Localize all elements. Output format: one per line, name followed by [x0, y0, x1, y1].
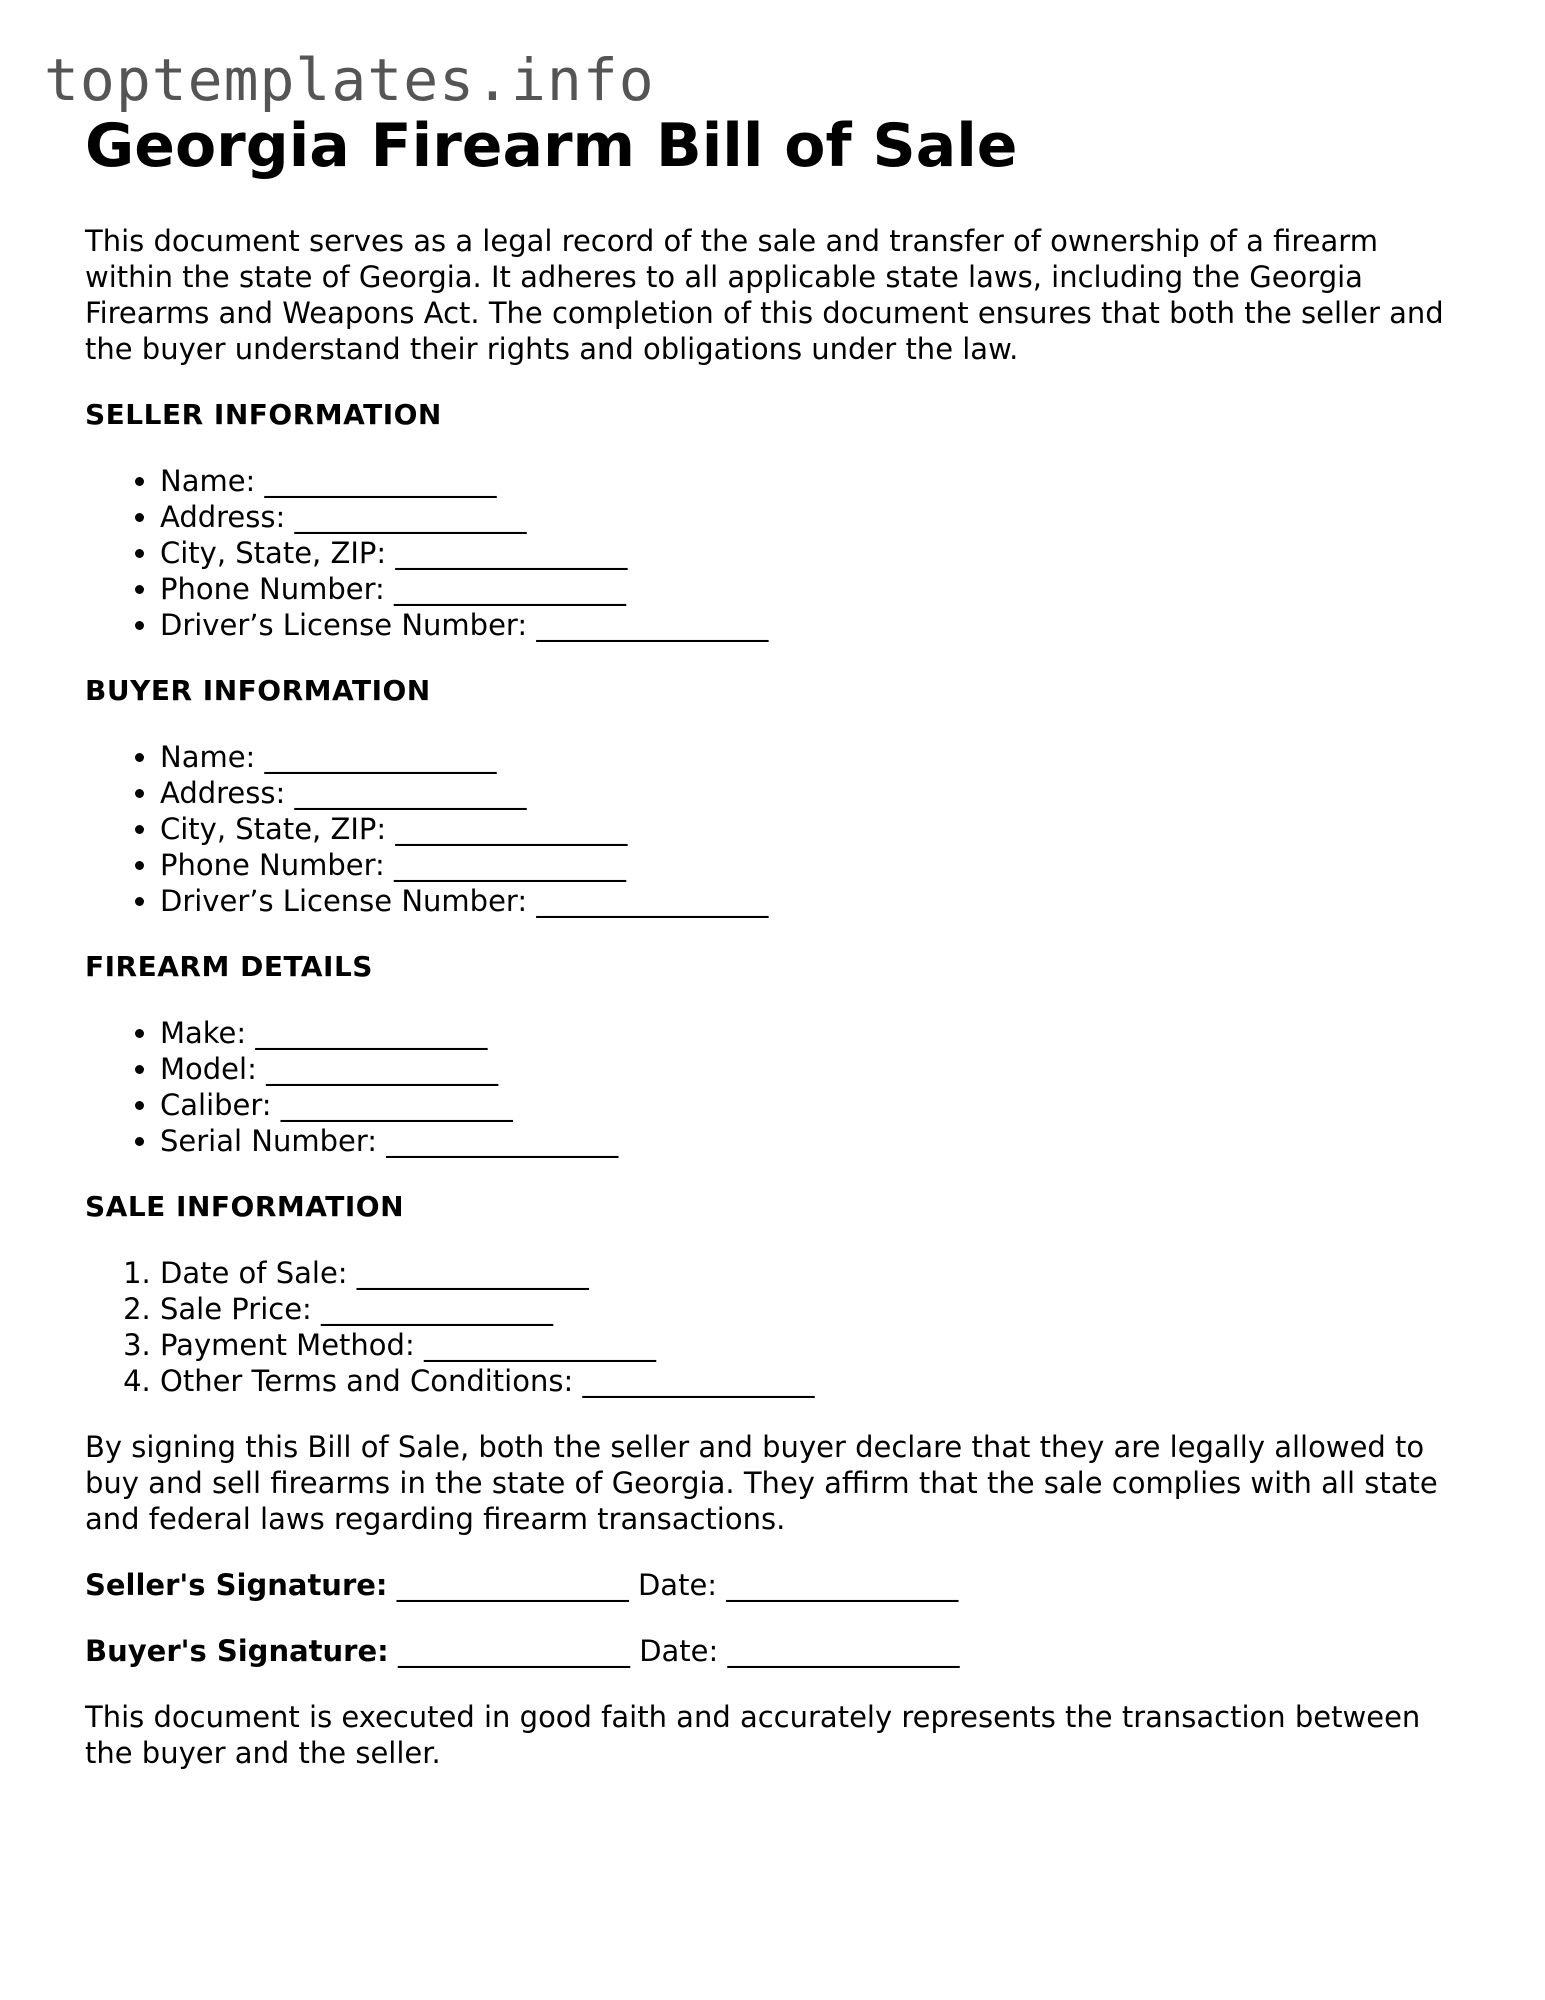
firearm-caliber-item: [160, 1087, 1465, 1123]
document-title: Georgia Firearm Bill of Sale: [85, 111, 1018, 181]
field-label: Payment Method:: [160, 1328, 415, 1362]
field-label: Date of Sale:: [160, 1256, 348, 1290]
buyer-signature-line: [85, 1633, 1465, 1669]
buyer-city-state-zip-item: [160, 811, 1465, 847]
blank-line[interactable]: ________________: [536, 884, 769, 918]
field-label: Driver’s License Number:: [160, 884, 528, 918]
firearm-fields-list: [85, 1015, 1465, 1159]
document-body: [85, 108, 1465, 1771]
firearm-make-item: [160, 1015, 1465, 1051]
field-label: City, State, ZIP:: [160, 812, 387, 846]
firearm-heading: FIREARM DETAILS: [85, 950, 373, 983]
seller-date-blank[interactable]: ________________: [726, 1568, 959, 1602]
seller-signature-blank[interactable]: ________________: [396, 1568, 629, 1602]
blank-line[interactable]: ________________: [536, 608, 769, 642]
blank-line[interactable]: ________________: [423, 1328, 656, 1362]
buyer-address-item: [160, 775, 1465, 811]
closing-paragraph: This document is executed in good faith and accurately represents the transaction between the buyer and the seller.: [85, 1700, 1421, 1770]
blank-line[interactable]: ________________: [386, 1124, 619, 1158]
buyer-date-blank[interactable]: ________________: [727, 1634, 960, 1668]
buyer-license-item: [160, 883, 1465, 919]
field-label: Name:: [160, 464, 256, 498]
sale-fields-list: [85, 1255, 1465, 1399]
blank-line[interactable]: ________________: [255, 1016, 488, 1050]
date-label: Date:: [637, 1568, 718, 1602]
field-label: Driver’s License Number:: [160, 608, 528, 642]
field-label: Address:: [160, 776, 286, 810]
sale-date-item: [160, 1255, 1465, 1291]
blank-line[interactable]: ________________: [356, 1256, 589, 1290]
buyer-phone-item: [160, 847, 1465, 883]
declaration-paragraph: By signing this Bill of Sale, both the seller and buyer declare that they are legally allowed to buy and sell firearms in the state of Georgia. They affirm that the sale complies with all state and federal laws regarding firearm transactions.: [85, 1430, 1438, 1536]
field-label: Model:: [160, 1052, 257, 1086]
buyer-heading: BUYER INFORMATION: [85, 674, 431, 707]
seller-phone-item: [160, 571, 1465, 607]
field-label: Phone Number:: [160, 848, 385, 882]
seller-signature-label: Seller's Signature:: [85, 1568, 388, 1602]
watermark: toptemplates.info: [44, 46, 655, 114]
blank-line[interactable]: ________________: [395, 812, 628, 846]
seller-address-item: [160, 499, 1465, 535]
intro-paragraph: This document serves as a legal record of the sale and transfer of ownership of a firearm within the state of Georgia. It adheres to all applicable state laws, including the Georgia Firearms and Weapons Act. The completion of this document ensures that both the seller and the buyer understand their rights and obligations under the law.: [85, 224, 1444, 366]
field-label: Make:: [160, 1016, 247, 1050]
buyer-signature-label: Buyer's Signature:: [85, 1634, 389, 1668]
date-label: Date:: [639, 1634, 719, 1668]
seller-heading: SELLER INFORMATION: [85, 398, 442, 431]
sale-price-item: [160, 1291, 1465, 1327]
sale-terms-item: [160, 1363, 1465, 1399]
blank-line[interactable]: ________________: [582, 1364, 815, 1398]
blank-line[interactable]: ________________: [280, 1088, 513, 1122]
seller-license-item: [160, 607, 1465, 643]
blank-line[interactable]: ________________: [394, 572, 627, 606]
blank-line[interactable]: ________________: [394, 848, 627, 882]
firearm-model-item: [160, 1051, 1465, 1087]
field-label: Phone Number:: [160, 572, 385, 606]
field-label: Caliber:: [160, 1088, 272, 1122]
buyer-signature-blank[interactable]: ________________: [397, 1634, 630, 1668]
sale-heading: SALE INFORMATION: [85, 1190, 405, 1223]
blank-line[interactable]: ________________: [264, 464, 497, 498]
blank-line[interactable]: ________________: [294, 500, 527, 534]
sale-payment-item: [160, 1327, 1465, 1363]
blank-line[interactable]: ________________: [264, 740, 497, 774]
seller-name-item: [160, 463, 1465, 499]
field-label: Sale Price:: [160, 1292, 312, 1326]
buyer-fields-list: [85, 739, 1465, 919]
field-label: Other Terms and Conditions:: [160, 1364, 574, 1398]
seller-signature-line: [85, 1567, 1465, 1603]
field-label: Address:: [160, 500, 286, 534]
buyer-name-item: [160, 739, 1465, 775]
seller-fields-list: [85, 463, 1465, 643]
blank-line[interactable]: ________________: [321, 1292, 554, 1326]
seller-city-state-zip-item: [160, 535, 1465, 571]
field-label: Name:: [160, 740, 256, 774]
blank-line[interactable]: ________________: [395, 536, 628, 570]
field-label: Serial Number:: [160, 1124, 378, 1158]
firearm-serial-item: [160, 1123, 1465, 1159]
blank-line[interactable]: ________________: [266, 1052, 499, 1086]
field-label: City, State, ZIP:: [160, 536, 387, 570]
blank-line[interactable]: ________________: [294, 776, 527, 810]
